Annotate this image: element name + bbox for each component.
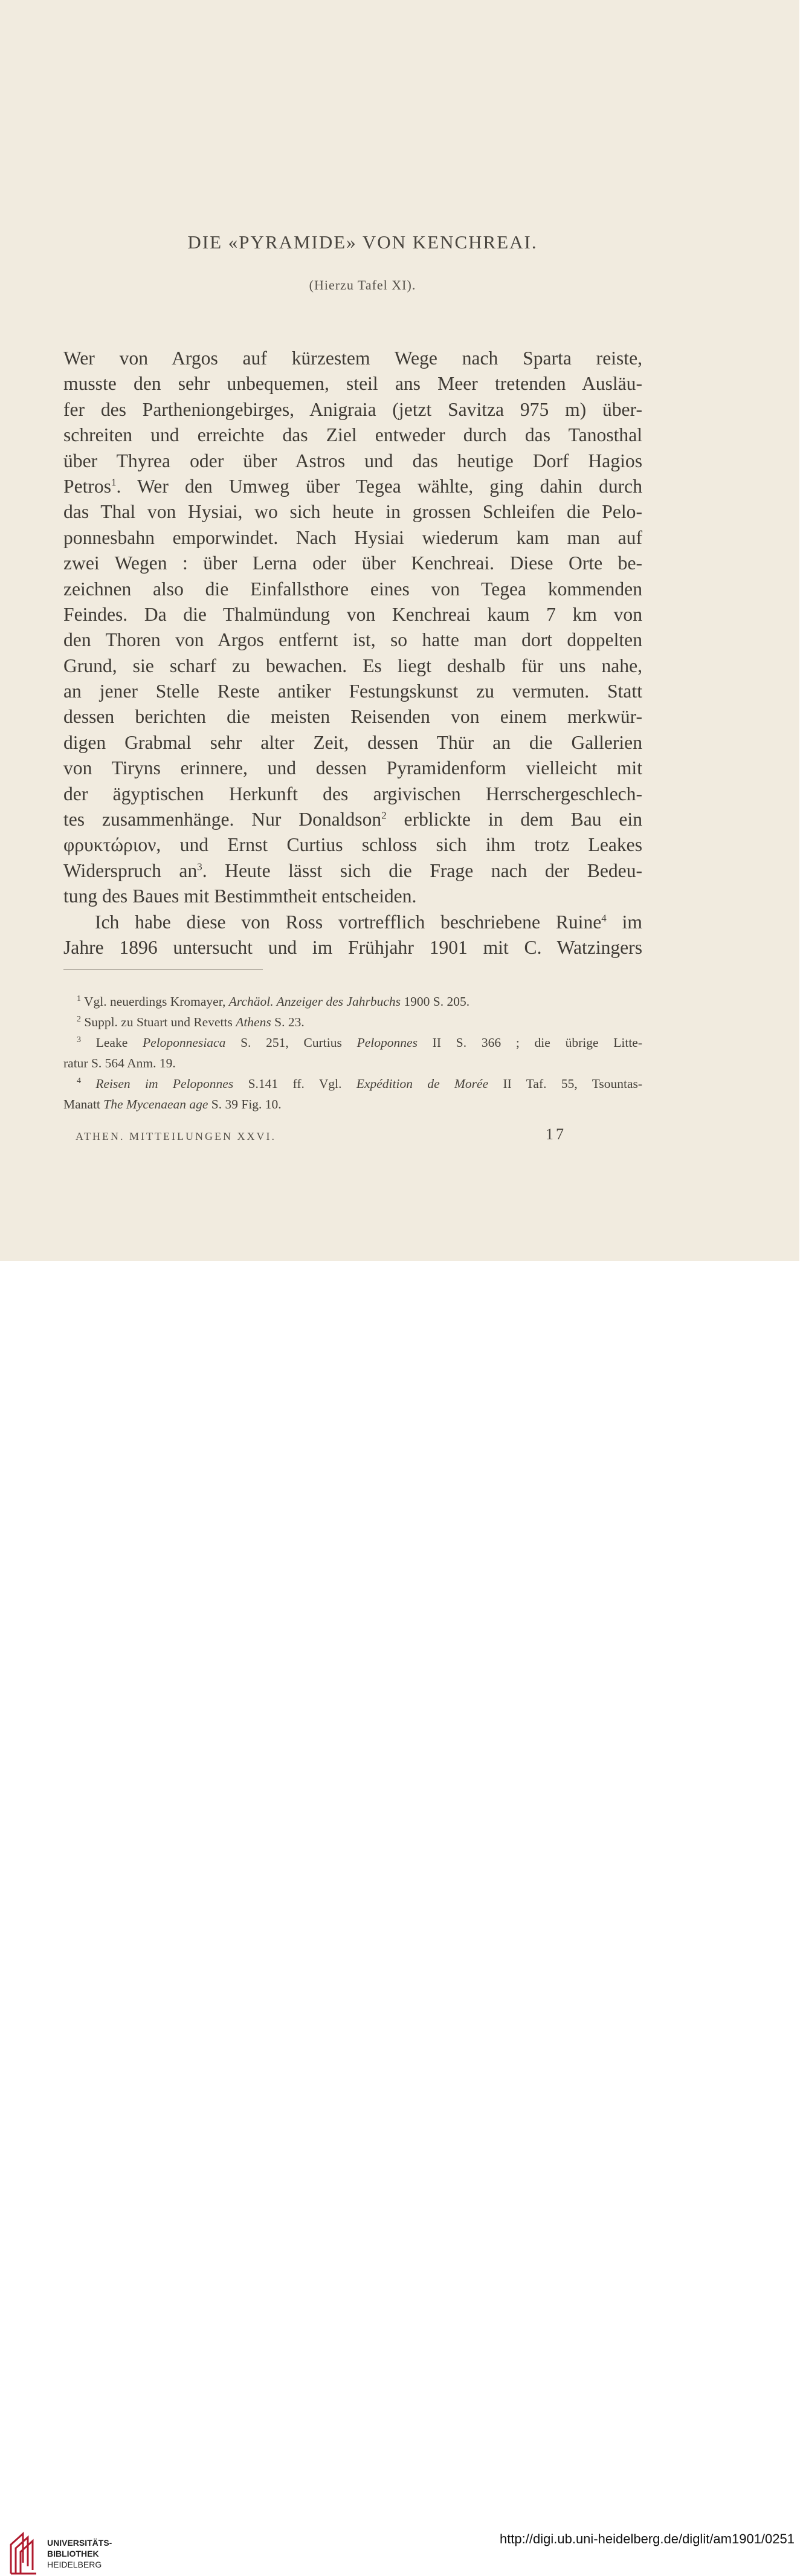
body-text bbox=[63, 346, 642, 960]
body-line: musste den sehr unbequemen, steil ans Meer tretenden Ausläu- bbox=[63, 373, 642, 395]
library-name: UNIVERSITÄTS- BIBLIOTHEK HEIDELBERG bbox=[47, 2538, 112, 2569]
body-line: an jener Stelle Reste antiker Festungskunst zu vermuten. Statt bbox=[63, 681, 642, 702]
source-url-link[interactable]: http://digi.ub.uni-heidelberg.de/diglit/am1901/0251 bbox=[499, 2531, 795, 2546]
footnote-1: $^1$ Vgl. neuerdings Kromayer, Archäol. Anzeiger des Jahrbuchs 1900 S. 205. bbox=[77, 994, 470, 1009]
body-line: Ich habe diese von Ross vortrefflich beschriebene Ruine$^4$ im bbox=[95, 911, 642, 933]
body-line: Widerspruch $an^3$. Heute lässt sich die Frage nach der Bedeu- bbox=[63, 859, 643, 881]
body-line: der ägyptischen Herkunft des argivischen Herrschergeschlech- bbox=[63, 783, 642, 804]
body-line: Wer von Argos auf kürzestem Wege nach Sparta reiste, bbox=[63, 348, 642, 369]
body-line: zeichnen also die Einfallsthore eines von Tegea kommenden bbox=[63, 578, 642, 600]
body-line: digen Grabmal sehr alter Zeit, dessen Thür an die Gallerien bbox=[63, 731, 642, 753]
body-line: tung des Baues mit Bestimmtheit entscheiden. bbox=[63, 885, 417, 907]
footnote-ref: 3 bbox=[197, 861, 202, 873]
footnote-2: $^2$ Suppl. zu Stuart und Revetts Athens S. 23. bbox=[77, 1014, 305, 1029]
footnote-divider bbox=[63, 969, 263, 970]
body-line: Petros$^1$. Wer den Umweg über Tegea wählte, ging dahin durch bbox=[63, 475, 642, 497]
body-line: zwei Wegen : über Lerna oder über Kenchreai. Diese Orte be- bbox=[63, 552, 642, 574]
body-line: Jahre 1896 untersucht und im Frühjahr 1901 mit C. Watzingers bbox=[63, 936, 642, 958]
footnote-4: $^4$ Reisen im Peloponnes S.141 ff. Vgl. Expédition de Morée II Taf. 55, Tsountas- bbox=[77, 1076, 643, 1091]
article-subtitle: (Hierzu Tafel XI). bbox=[309, 277, 416, 293]
footnote-3: $^3$ Leake Peloponnesiaca S. 251, Curtius Peloponnes II S. 366 ; die übrige Litte- bbox=[77, 1035, 643, 1050]
footnotes bbox=[63, 991, 642, 1115]
footnote-4-continued: Manatt The Mycenaean age S. 39 Fig. 10. bbox=[63, 1097, 282, 1112]
article-title: DIE «PYRAMIDE» VON KENCHREAI. bbox=[187, 231, 538, 253]
footnote-ref: 2 bbox=[381, 809, 387, 821]
footnote-ref: 4 bbox=[601, 912, 607, 924]
body-line: das Thal von Hysiai, wo sich heute in grossen Schleifen die Pelo- bbox=[63, 501, 642, 523]
body-line: φρυκτώριον, und Ernst Curtius schloss sich ihm trotz Leakes bbox=[63, 834, 642, 856]
body-line: über Thyrea oder über Astros und das heutige Dorf Hagios bbox=[63, 450, 642, 471]
body-line: schreiten und erreichte das Ziel entweder durch das Tanosthal bbox=[63, 424, 642, 446]
body-line: von Tiryns erinnere, und dessen Pyramidenform vielleicht mit bbox=[63, 757, 642, 779]
body-line: fer des Partheniongebirges, Anigraia (jetzt Savitza 975 m) über- bbox=[63, 398, 642, 420]
body-line: Feindes. Da die Thalmündung von Kenchreai kaum 7 km von bbox=[63, 603, 642, 625]
digitization-bar bbox=[0, 1261, 803, 2569]
footnote-3-continued: ratur S. 564 Anm. 19. bbox=[63, 1056, 176, 1070]
body-line: dessen berichten die meisten Reisenden von einem merkwür- bbox=[63, 706, 642, 728]
body-line: den Thoren von Argos entfernt ist, so hatte man dort doppelten bbox=[63, 629, 642, 651]
footnote-ref: 1 bbox=[111, 476, 117, 488]
body-line: tes zusammenhänge. Nur Donaldson$^2$ erblickte in dem Bau ein bbox=[63, 809, 643, 830]
scanned-page bbox=[0, 0, 799, 1261]
body-line: Grund, sie scharf zu bewachen. Es liegt deshalb für uns nahe, bbox=[63, 655, 642, 676]
body-line: ponnesbahn emporwindet. Nach Hysiai wiederum kam man auf bbox=[63, 526, 642, 548]
signature-mark: 17 bbox=[546, 1125, 566, 1143]
journal-footer: ATHEN. MITTEILUNGEN XXVI. bbox=[76, 1130, 276, 1142]
library-logo-icon bbox=[8, 2526, 39, 2576]
